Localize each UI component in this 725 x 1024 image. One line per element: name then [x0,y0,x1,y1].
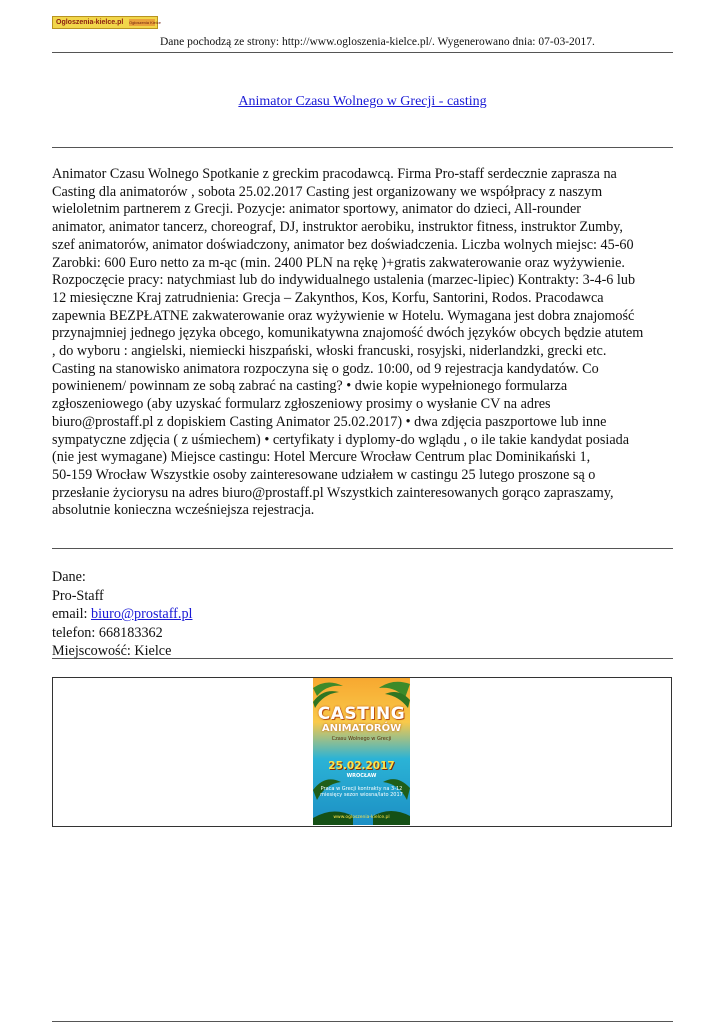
contact-city: Miejscowość: Kielce [52,643,172,660]
description-line: biuro@prostaff.pl z dopiskiem Casting Animator 25.02.2017) • dwa zdjęcia paszportowe lub inne [52,413,607,430]
contact-company: Pro-Staff [52,587,104,604]
contact-email-row [52,605,673,624]
description-line: sympatyczne zdjęcia ( z uśmiechem) • certyfikaty i dyplomy-do wglądu , o ile takie kandydat posiada [52,431,630,448]
description-line: przesłanie życiorysu na adres biuro@prostaff.pl Wszystkich zainteresowanych gorąco zapraszamy, [52,484,614,501]
description-line: Casting na stanowisko animatora rozpoczyna się o godz. 10:00, od 9 rejestracja kandydatów. Co [52,360,599,377]
poster-info: Praca w Grecji kontrakty na 3-12 miesięcy sezon wiosna/lato 2017 [320,786,403,798]
description-line: szef animatorów, animator doświadczony, animator bez doświadczenia. Liczba wolnych miejsc: 45-60 [52,236,634,253]
title-divider [52,147,673,148]
description-line: Casting dla animatorów , sobota 25.02.2017 Casting jest organizowany we współpracy z naszym [52,183,603,200]
description-line: przynajmniej jednego języka obcego, komunikatywna znajomość dwóch języków obcych będzie atutem [52,325,644,342]
footer-divider [52,1021,673,1022]
email-label: email: [52,606,92,623]
contact-section [52,568,673,661]
contact-divider [52,658,673,659]
description-line: absolutnie konieczna wcześniejsza rejestracja. [52,502,315,519]
description-line: Animator Czasu Wolnego Spotkanie z greckim pracodawcą. Firma Pro-staff serdecznie zaprasza na [52,166,617,182]
description-line: animator, animator tancerz, choreograf, DJ, instruktor aerobiku, instruktor fitness, instruktor Zumby, [52,219,623,236]
title-link[interactable]: Animator Czasu Wolnego w Grecji - casting [238,94,487,109]
description-line: wieloletnim partnerem z Grecji. Pozycje: animator sportowy, animator do dzieci, All-rounder [52,201,581,218]
casting-poster-image[interactable] [313,678,410,825]
description-line: , do wyboru : angielski, niemiecki hiszpański, włoski francuski, rosyjski, niderlandzki, grecki etc. [52,343,607,360]
header-divider [52,52,673,53]
description-line: Rozpoczęcie pracy: natychmiast lub do indywidualnego ustalenia (marzec-lipiec) Kontrakty: 3-4-6 lub [52,272,636,289]
poster-tagline: Czasu Wolnego w Grecji [331,736,392,742]
description-line: (nie jest wymagane) Miejsce castingu: Hotel Mercure Wrocław Centrum plac Dominikański 1, [52,449,591,466]
email-link[interactable]: biuro@prostaff.pl [91,606,193,623]
description-divider [52,548,673,549]
source-line: Dane pochodzą ze strony: http://www.ogloszenia-kielce.pl/. Wygenerowano dnia: 07-03-2017. [160,36,595,48]
poster-url: www.ogloszenia-kielce.pl [333,815,390,820]
page-title [52,94,673,110]
poster-date: 25.02.2017 [328,760,395,772]
poster-subtitle: ANIMATORÓW [321,723,402,734]
description-line: 50-159 Wrocław Wszystkie osoby zainteresowane udziałem w castingu 25 lutego proszone są o [52,466,596,483]
palm-leaves-icon [313,678,410,825]
contact-heading: Dane: [52,569,86,585]
contact-phone: telefon: 668183362 [52,624,163,641]
description-line: zgłoszeniowego (aby uzyskać formularz zgłoszeniowy prosimy o wysłanie CV na adres [52,396,551,413]
description-line: 12 miesięczne Kraj zatrudnienia: Grecja – Zakynthos, Kos, Korfu, Santorini, Rodos. Pracodawca [52,289,604,306]
description-line: zapewnia BEZPŁATNE zakwaterowanie oraz wyżywienie w Hotelu. Wymagana jest dobra znajomość [52,307,635,324]
poster-title: CASTING [317,704,406,724]
site-logo[interactable] [52,16,162,29]
description-line: Zarobki: 600 Euro netto za m-ąc (min. 2400 PLN na rękę )+gratis zakwaterowanie oraz wyżywienie. [52,254,625,271]
logo-text: Ogloszenia-kielce.pl [56,19,124,26]
poster-city: WROCŁAW [346,773,377,779]
description-line: powinienem/ powinnam ze sobą zabrać na casting? • dwie kopie wypełnionego formularza [52,378,568,395]
logo-tagline: Ogłoszenia Kielce [129,20,162,25]
ad-description [52,166,677,520]
